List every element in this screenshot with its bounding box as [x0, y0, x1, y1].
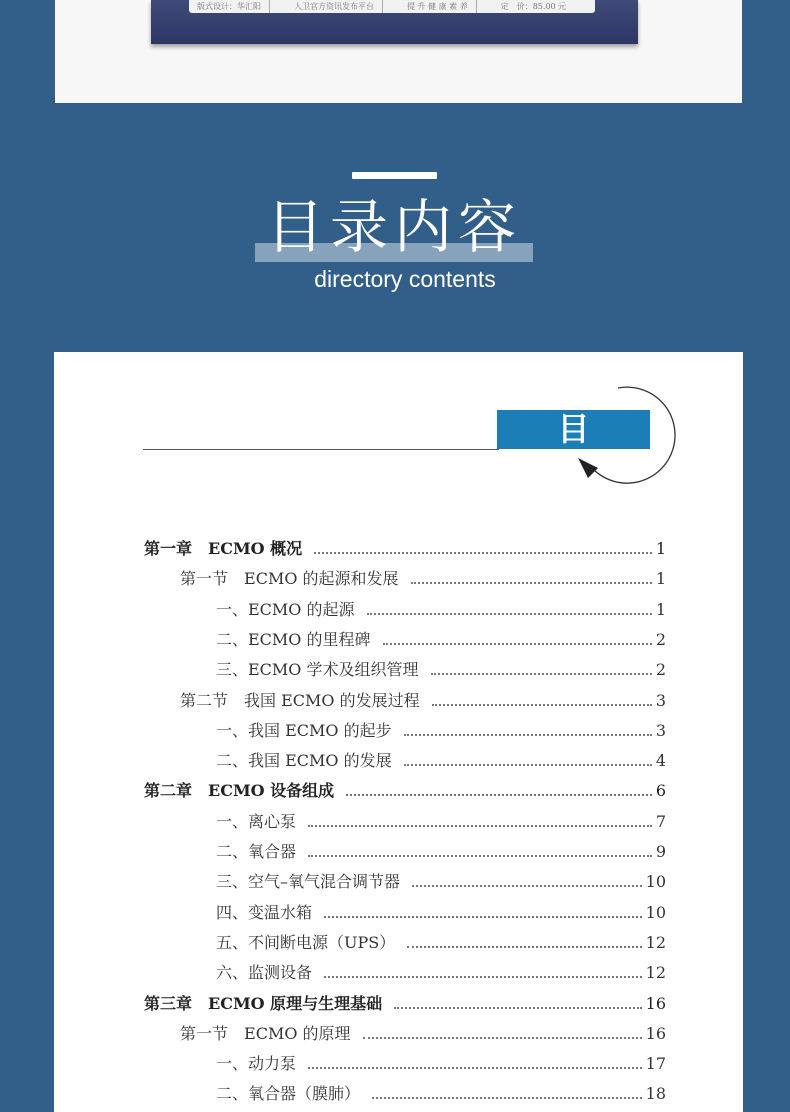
toc-entry-title: ECMO 的起源和发展 — [244, 569, 399, 588]
toc-leader-dots — [431, 673, 652, 675]
toc-leader-dots — [324, 976, 642, 978]
toc-entry — [216, 750, 666, 772]
toc-entry-page: 17 — [645, 1054, 666, 1073]
toc-entry-page: 10 — [645, 872, 666, 891]
section-subtitle: directory contents — [314, 266, 496, 292]
toc-entry — [216, 599, 666, 621]
toc-entry — [216, 1053, 666, 1075]
toc-entry — [144, 780, 666, 802]
toc-entry-page: 16 — [645, 994, 666, 1013]
toc-entry-title: 二、氧合器 — [216, 842, 297, 861]
toc-entry — [216, 1083, 666, 1105]
book-cover-panel — [55, 0, 742, 103]
toc-entry-title: 一、动力泵 — [216, 1054, 297, 1073]
toc-entry-number: 第二节 — [180, 691, 229, 710]
toc-leader-dots — [383, 643, 652, 645]
toc-entry-title: 二、氧合器（膜肺） — [216, 1084, 361, 1103]
toc-entry — [144, 538, 666, 560]
toc-entry — [180, 690, 666, 712]
toc-entry-page: 1 — [655, 569, 666, 588]
toc-entry — [216, 962, 666, 984]
toc-entry-page: 3 — [655, 721, 666, 740]
toc-entry-page: 12 — [645, 963, 666, 982]
header-decor-line — [352, 172, 437, 179]
toc-entry — [216, 902, 666, 924]
toc-entry-page: 9 — [655, 842, 666, 861]
toc-entry-page: 2 — [655, 630, 666, 649]
book-cover-bottom — [151, 0, 638, 44]
toc-entry-page: 12 — [645, 933, 666, 952]
toc-entry-number: 第二章 — [144, 781, 193, 800]
toc-heading: 目 录 — [497, 410, 650, 449]
toc-leader-dots — [367, 613, 652, 615]
toc-entry — [216, 629, 666, 651]
toc-entry-title: 五、不间断电源（UPS） — [216, 933, 396, 952]
toc-entry-page: 6 — [655, 781, 666, 800]
toc-leader-dots — [308, 855, 652, 857]
toc-entry-number: 第一章 — [144, 539, 193, 558]
toc-entry-title: 一、离心泵 — [216, 812, 297, 831]
toc-entry-title: ECMO 的原理 — [244, 1024, 351, 1043]
toc-page — [54, 352, 743, 1112]
toc-leader-dots — [432, 704, 652, 706]
toc-entry-title: 六、监测设备 — [216, 963, 313, 982]
book-price-label — [189, 0, 595, 13]
toc-leader-dots — [308, 1067, 642, 1069]
toc-entry — [180, 1023, 666, 1045]
book-price-text: 定 价：85.00 元 — [500, 2, 567, 11]
toc-entry-number: 第一节 — [180, 569, 229, 588]
toc-entry — [216, 871, 666, 893]
toc-entry-page: 10 — [645, 903, 666, 922]
toc-leader-dots — [404, 734, 652, 736]
toc-entry-page: 7 — [655, 812, 666, 831]
toc-entry-page: 1 — [655, 600, 666, 619]
toc-leader-dots — [346, 794, 652, 796]
toc-entry-title: 一、我国 ECMO 的起步 — [216, 721, 392, 740]
toc-entry — [216, 841, 666, 863]
toc-entry-page: 2 — [655, 660, 666, 679]
toc-entry-title: 我国 ECMO 的发展过程 — [244, 691, 420, 710]
toc-entry-title: 二、ECMO 的里程碑 — [216, 630, 371, 649]
toc-entry-title: 二、我国 ECMO 的发展 — [216, 751, 392, 770]
book-slogan-text: 提 升 健 康 素 养 — [407, 2, 468, 11]
toc-leader-dots — [308, 825, 652, 827]
toc-leader-dots — [314, 552, 652, 554]
toc-entry-page: 18 — [645, 1084, 666, 1103]
toc-entry-title: ECMO 原理与生理基础 — [208, 994, 383, 1013]
toc-entry — [180, 568, 666, 590]
toc-entry-title: 三、空气–氧气混合调节器 — [216, 872, 401, 891]
toc-entry — [216, 720, 666, 742]
toc-entry — [144, 993, 666, 1015]
toc-entry-title: 四、变温水箱 — [216, 903, 313, 922]
toc-entry-title: ECMO 设备组成 — [208, 781, 335, 800]
toc-heading-rule — [143, 449, 499, 450]
toc-leader-dots — [411, 582, 652, 584]
toc-leader-dots — [404, 764, 652, 766]
book-platform-text: 人卫官方资讯发布平台 — [294, 2, 374, 11]
toc-entry-page: 4 — [655, 751, 666, 770]
toc-entry-page: 16 — [645, 1024, 666, 1043]
section-title: 目录内容 — [265, 193, 522, 261]
toc-entry-number: 第三章 — [144, 994, 193, 1013]
toc-entry-page: 1 — [655, 539, 666, 558]
toc-leader-dots — [372, 1097, 642, 1099]
toc-leader-dots — [412, 885, 642, 887]
toc-leader-dots — [324, 916, 642, 918]
book-designer-text: 版式设计：华汇阳 — [197, 2, 261, 11]
toc-leader-dots — [363, 1037, 642, 1039]
toc-leader-dots — [394, 1007, 641, 1009]
toc-entry — [216, 932, 666, 954]
toc-entry — [216, 811, 666, 833]
toc-entry-title: ECMO 概况 — [208, 539, 303, 558]
toc-entry-title: 一、ECMO 的起源 — [216, 600, 355, 619]
toc-entry-title: 三、ECMO 学术及组织管理 — [216, 660, 419, 679]
toc-leader-dots — [407, 946, 641, 948]
toc-entry-number: 第一节 — [180, 1024, 229, 1043]
toc-entry — [216, 659, 666, 681]
toc-entry-page: 3 — [655, 691, 666, 710]
